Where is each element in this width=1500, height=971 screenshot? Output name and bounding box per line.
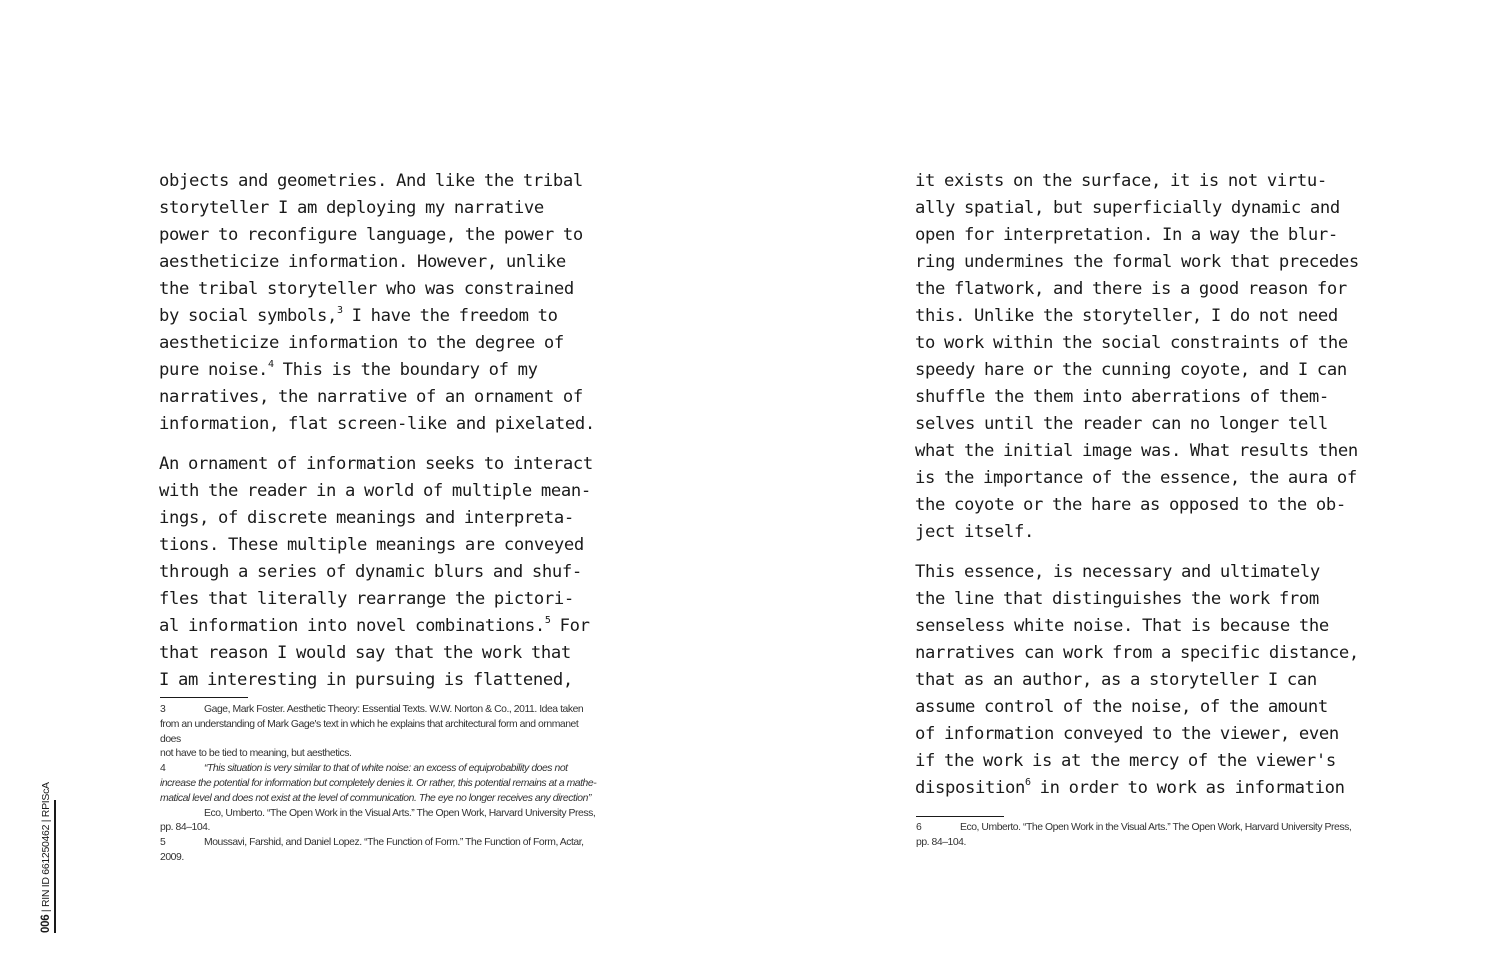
paragraph-gap xyxy=(159,438,595,451)
paragraph xyxy=(159,451,595,694)
text-line: power to reconfigure language, the power to xyxy=(159,225,583,245)
footnote-number: 6 xyxy=(916,822,922,833)
text-line: ring undermines the formal work that precedes xyxy=(915,252,1359,272)
document-id: | RIN ID 661250462 | RPIScA xyxy=(40,782,52,913)
text-line: ject itself. xyxy=(915,522,1034,542)
footnote-number: 4 xyxy=(160,763,166,775)
text-line: objects and geometries. And like the tribal xyxy=(159,171,583,191)
text-line xyxy=(159,303,595,330)
text-line: the flatwork, and there is a good reason for xyxy=(915,279,1347,299)
text-segment: For xyxy=(550,616,590,636)
text-line xyxy=(915,775,1359,802)
text-line: what the initial image was. What results then xyxy=(915,441,1358,461)
footnote-text: pp. 84–104. xyxy=(160,822,210,834)
text-line: This essence, is necessary and ultimately xyxy=(915,562,1320,582)
text-line: the coyote or the hare as opposed to the ob- xyxy=(915,495,1346,515)
right-footnotes xyxy=(916,821,1356,851)
footnote-text: Eco, Umberto. “The Open Work in the Visual Arts.” The Open Work, Harvard University Press, xyxy=(204,807,596,819)
footnote-quote: matical level and does not exist at the level of communication. The eye no longer receives any direction” xyxy=(160,792,591,804)
text-line: with the reader in a world of multiple mean- xyxy=(159,481,591,501)
text-segment: al information into novel combinations. xyxy=(159,616,545,636)
footnote-divider xyxy=(916,816,1004,817)
text-line: is the importance of the essence, the aura of xyxy=(915,468,1357,488)
right-text-column xyxy=(915,168,1359,802)
page-spine xyxy=(40,782,56,933)
spine-label xyxy=(40,782,53,933)
paragraph-gap xyxy=(915,546,1359,559)
text-line: that reason I would say that the work that xyxy=(159,643,571,663)
footnote-text: pp. 84–104. xyxy=(916,836,966,848)
left-footnotes xyxy=(160,703,600,866)
left-text-column xyxy=(159,168,595,694)
text-segment: pure noise. xyxy=(159,360,268,380)
text-segment: disposition xyxy=(915,778,1025,798)
text-line: to work within the social constraints of the xyxy=(915,333,1348,353)
text-line: narratives can work from a specific distance, xyxy=(915,643,1359,663)
text-line: narratives, the narrative of an ornament of xyxy=(159,387,583,407)
footnote-text: Gage, Mark Foster. Aesthetic Theory: Essential Texts. W.W. Norton & Co., 2011. Idea taken xyxy=(204,704,584,715)
text-segment: in order to work as information xyxy=(1030,778,1345,798)
text-line: An ornament of information seeks to interact xyxy=(159,454,593,474)
footnote-text: Eco, Umberto. “The Open Work in the Visual Arts.” The Open Work, Harvard University Press, xyxy=(960,822,1352,833)
footnote-number: 5 xyxy=(160,837,166,849)
paragraph xyxy=(915,559,1359,802)
text-line: aestheticize information. However, unlike xyxy=(159,252,566,272)
text-line: ings, of discrete meanings and interpreta- xyxy=(159,508,574,528)
text-line: it exists on the surface, it is not virtu- xyxy=(915,171,1327,191)
text-line: assume control of the noise, of the amount xyxy=(915,697,1328,717)
footnote-quote: increase the potential for information but completely denies it. Or rather, this potential remains at a mathe- xyxy=(160,777,597,789)
footnote-text: 2009. xyxy=(160,851,184,863)
text-line: open for interpretation. In a way the blur- xyxy=(915,225,1338,245)
text-line: through a series of dynamic blurs and shuf- xyxy=(159,562,582,582)
text-line xyxy=(159,613,595,640)
text-line: if the work is at the mercy of the viewer's xyxy=(915,751,1336,771)
footnote-ref-4[interactable]: 4 xyxy=(267,359,274,371)
text-segment: This is the boundary of my xyxy=(273,360,538,380)
footnote-text: from an understanding of Mark Gage's text in which he explains that architectural form and ornmanet does xyxy=(160,718,579,745)
text-line xyxy=(159,357,595,384)
text-line: shuffle the them into aberrations of them- xyxy=(915,387,1329,407)
text-line: information, flat screen-like and pixelated. xyxy=(159,414,595,434)
text-line: storyteller I am deploying my narrative xyxy=(159,198,544,218)
text-line: ally spatial, but superficially dynamic and xyxy=(915,198,1340,218)
text-line: speedy hare or the cunning coyote, and I can xyxy=(915,360,1347,380)
text-line: that as an author, as a storyteller I can xyxy=(915,670,1317,690)
footnote-4 xyxy=(160,762,600,836)
text-line: this. Unlike the storyteller, I do not need xyxy=(915,306,1338,326)
footnote-6 xyxy=(916,821,1356,851)
text-segment: I have the freedom to xyxy=(342,306,558,326)
text-line: senseless white noise. That is because the xyxy=(915,616,1329,636)
footnote-3 xyxy=(160,703,600,762)
text-line: I am interesting in pursuing is flattened, xyxy=(159,670,573,690)
text-line: the tribal storyteller who was constrained xyxy=(159,279,574,299)
footnote-ref-5[interactable]: 5 xyxy=(544,615,551,627)
text-segment: by social symbols, xyxy=(159,306,337,326)
footnote-text: not have to be tied to meaning, but aesthetics. xyxy=(160,748,352,760)
footnote-quote: “This situation is very similar to that of white noise: an excess of equiprobability does not xyxy=(204,763,568,775)
text-line: of information conveyed to the viewer, even xyxy=(915,724,1339,744)
footnote-divider xyxy=(160,697,248,698)
footnote-number: 3 xyxy=(160,704,166,715)
text-line: the line that distinguishes the work from xyxy=(915,589,1319,609)
footnote-text: Moussavi, Farshid, and Daniel Lopez. “The Function of Form.” The Function of Form, Actar, xyxy=(204,837,584,849)
footnote-ref-6[interactable]: 6 xyxy=(1024,777,1031,789)
footnote-5 xyxy=(160,836,600,866)
text-line: aestheticize information to the degree of xyxy=(159,333,564,353)
paragraph xyxy=(915,168,1359,546)
text-line: fles that literally rearrange the pictori- xyxy=(159,589,574,609)
page-number: 006 xyxy=(40,914,52,933)
spine-rule xyxy=(54,800,56,933)
text-line: selves until the reader can no longer tell xyxy=(915,414,1328,434)
text-line: tions. These multiple meanings are conveyed xyxy=(159,535,584,555)
footnote-ref-3[interactable]: 3 xyxy=(336,305,343,317)
paragraph xyxy=(159,168,595,438)
